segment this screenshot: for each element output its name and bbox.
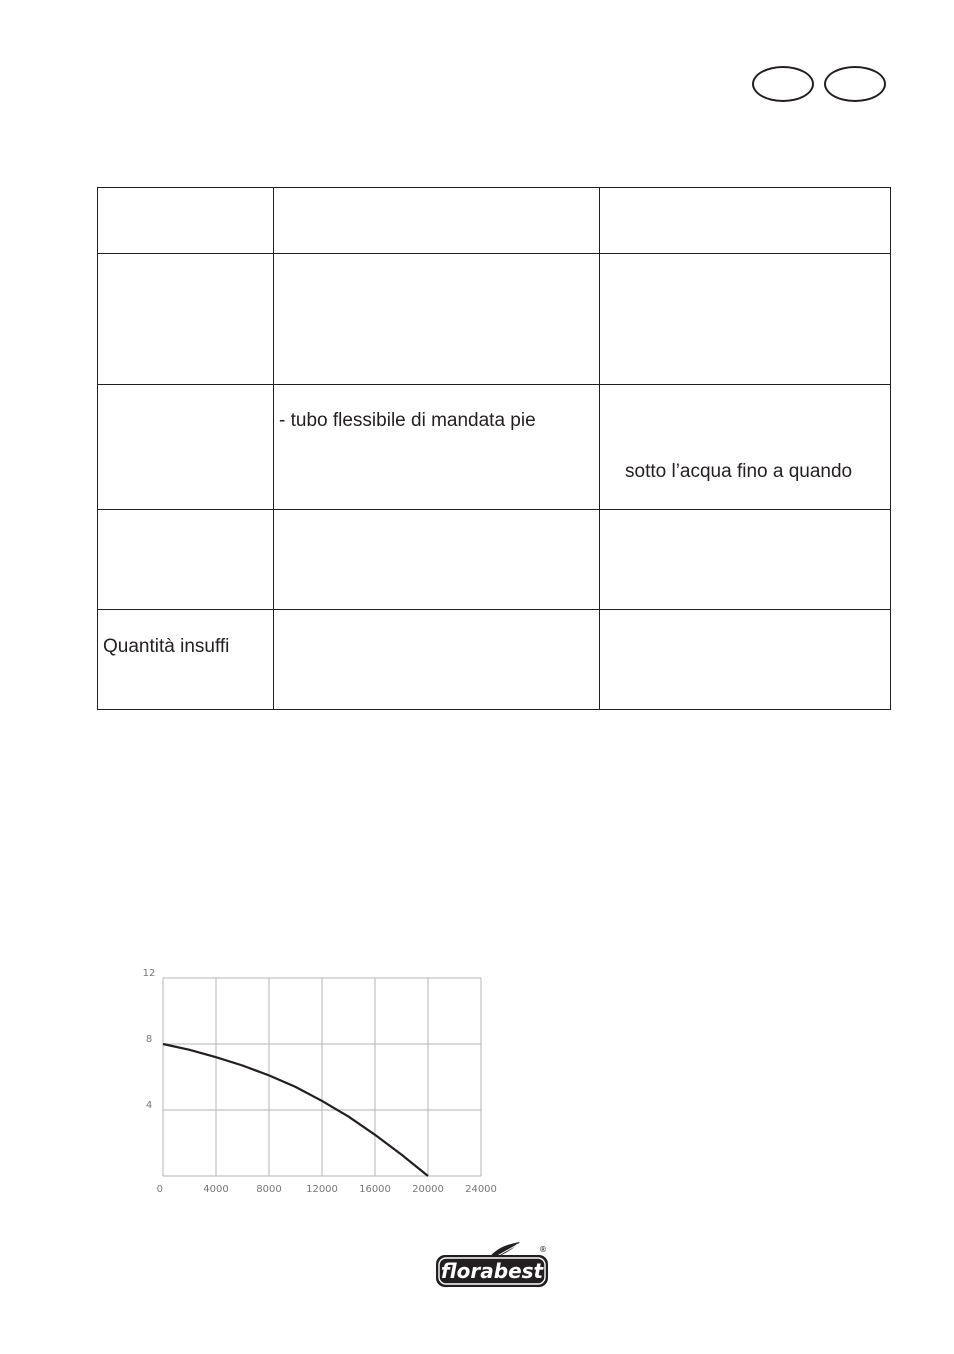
table-cell [98, 610, 274, 710]
table-cell [274, 610, 600, 710]
cause-text: - tubo flessibile di mandata pie [279, 410, 536, 431]
logo-text: florabest [440, 1259, 544, 1283]
remedy-text: sotto l’acqua fino a quando [625, 461, 853, 482]
table-cell [600, 254, 891, 385]
y-tick-label: 12 [142, 968, 156, 979]
table-cell [600, 510, 891, 610]
table-cell [600, 610, 891, 710]
performance-chart [130, 965, 510, 1205]
table-cell [600, 385, 891, 510]
table-row [98, 610, 891, 710]
header-cell-cause [274, 188, 600, 254]
table-row [98, 254, 891, 385]
x-tick-label: 20000 [412, 1184, 444, 1195]
table-cell [274, 254, 600, 385]
table-header-row [98, 188, 891, 254]
table-cell [274, 385, 600, 510]
x-tick-label: 24000 [465, 1184, 497, 1195]
x-tick-label: 0 [156, 1184, 163, 1195]
table-cell [98, 510, 274, 610]
chart-tick-labels [143, 968, 497, 1195]
chart-grid [163, 978, 481, 1176]
table-row [98, 385, 891, 510]
x-tick-label: 12000 [306, 1184, 338, 1195]
table-row [98, 510, 891, 610]
registered-mark: ® [539, 1245, 547, 1254]
florabest-logo [434, 1238, 552, 1290]
language-badge-1 [752, 66, 814, 102]
y-tick-label: 8 [145, 1034, 153, 1045]
y-tick-label: 4 [145, 1100, 153, 1111]
header-cell-problem [98, 188, 274, 254]
problem-text: Quantità insuffi [103, 636, 230, 657]
troubleshooting-table [97, 187, 891, 710]
x-tick-label: 8000 [256, 1184, 282, 1195]
x-tick-label: 16000 [359, 1184, 391, 1195]
table-cell [98, 254, 274, 385]
header-cell-remedy [600, 188, 891, 254]
language-badge-2 [824, 66, 886, 102]
x-tick-label: 4000 [203, 1184, 229, 1195]
table-cell [274, 510, 600, 610]
table-cell [98, 385, 274, 510]
